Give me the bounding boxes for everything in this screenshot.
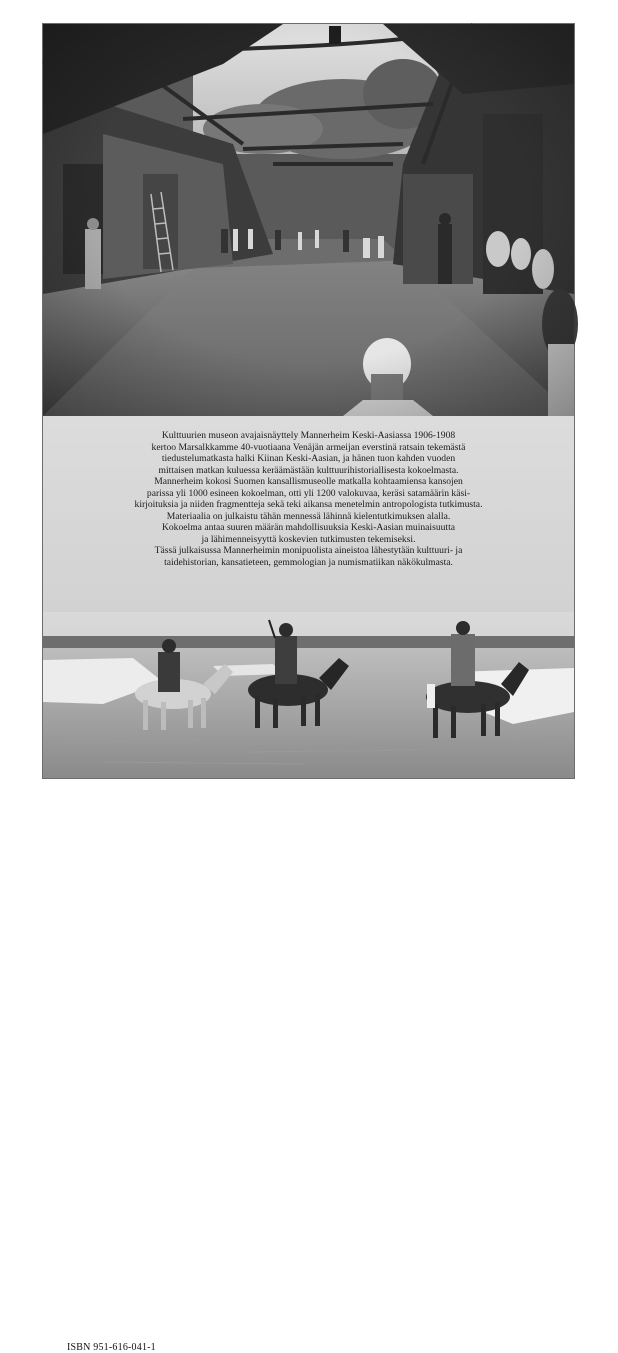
description-line: kirjoituksia ja niiden fragmentteja sekä teki aikansa menetelmin antropologista tutkimusta.: [134, 499, 483, 511]
description-line: taidehistorian, kansatieteen, gemmologian ja numismatiikan näkökulmasta.: [164, 557, 453, 569]
description-panel: [43, 416, 574, 612]
description-line: mittaisen matkan kuluessa keräämästään kulttuurihistoriallisesta kokoelmasta.: [158, 464, 459, 476]
description-line: parissa yli 1000 esineen kokoelman, otti yli 1200 valokuvaa, keräsi satamäärin käsi-: [146, 487, 471, 499]
horsemen-crossing-river-photo: [43, 612, 574, 1353]
description-line: Kulttuurien museon avajaisnäyttely Mannerheim Keski-Aasiassa 1906-1908: [161, 430, 456, 441]
description-line: kertoo Marsalkkamme 40-vuotiaana Venäjän armeijan everstinä ratsain tekemästä: [151, 441, 466, 453]
description-line: Kokoelma antaa suuren määrän mahdollisuuksia Keski-Aasian muinaisuutta: [161, 522, 456, 534]
description-line: tiedustelumatkasta halki Kiinan Keski-Aasian, ja hänen tuon kahden vuoden: [161, 453, 456, 465]
bazaar-street-photo: [43, 24, 574, 416]
description-line: ja lähimenneisyyttä koskevien tutkimusten tekemiseksi.: [201, 533, 416, 545]
description-line: Mannerheim kokosi Suomen kansallismuseolle matkalla kohtaamiensa kansojen: [154, 476, 463, 488]
book-description: [61, 430, 556, 569]
description-line: Materiaalia on julkaistu tähän mennessä lähinnä kielentutkimuksen alalla.: [166, 510, 451, 522]
description-line: Tässä julkaisussa Mannerheimin monipuolista aineistoa lähestytään kulttuuri- ja: [154, 545, 463, 557]
isbn-number: ISBN 951-616-041-1: [67, 1342, 156, 1353]
back-cover: [43, 24, 574, 1353]
